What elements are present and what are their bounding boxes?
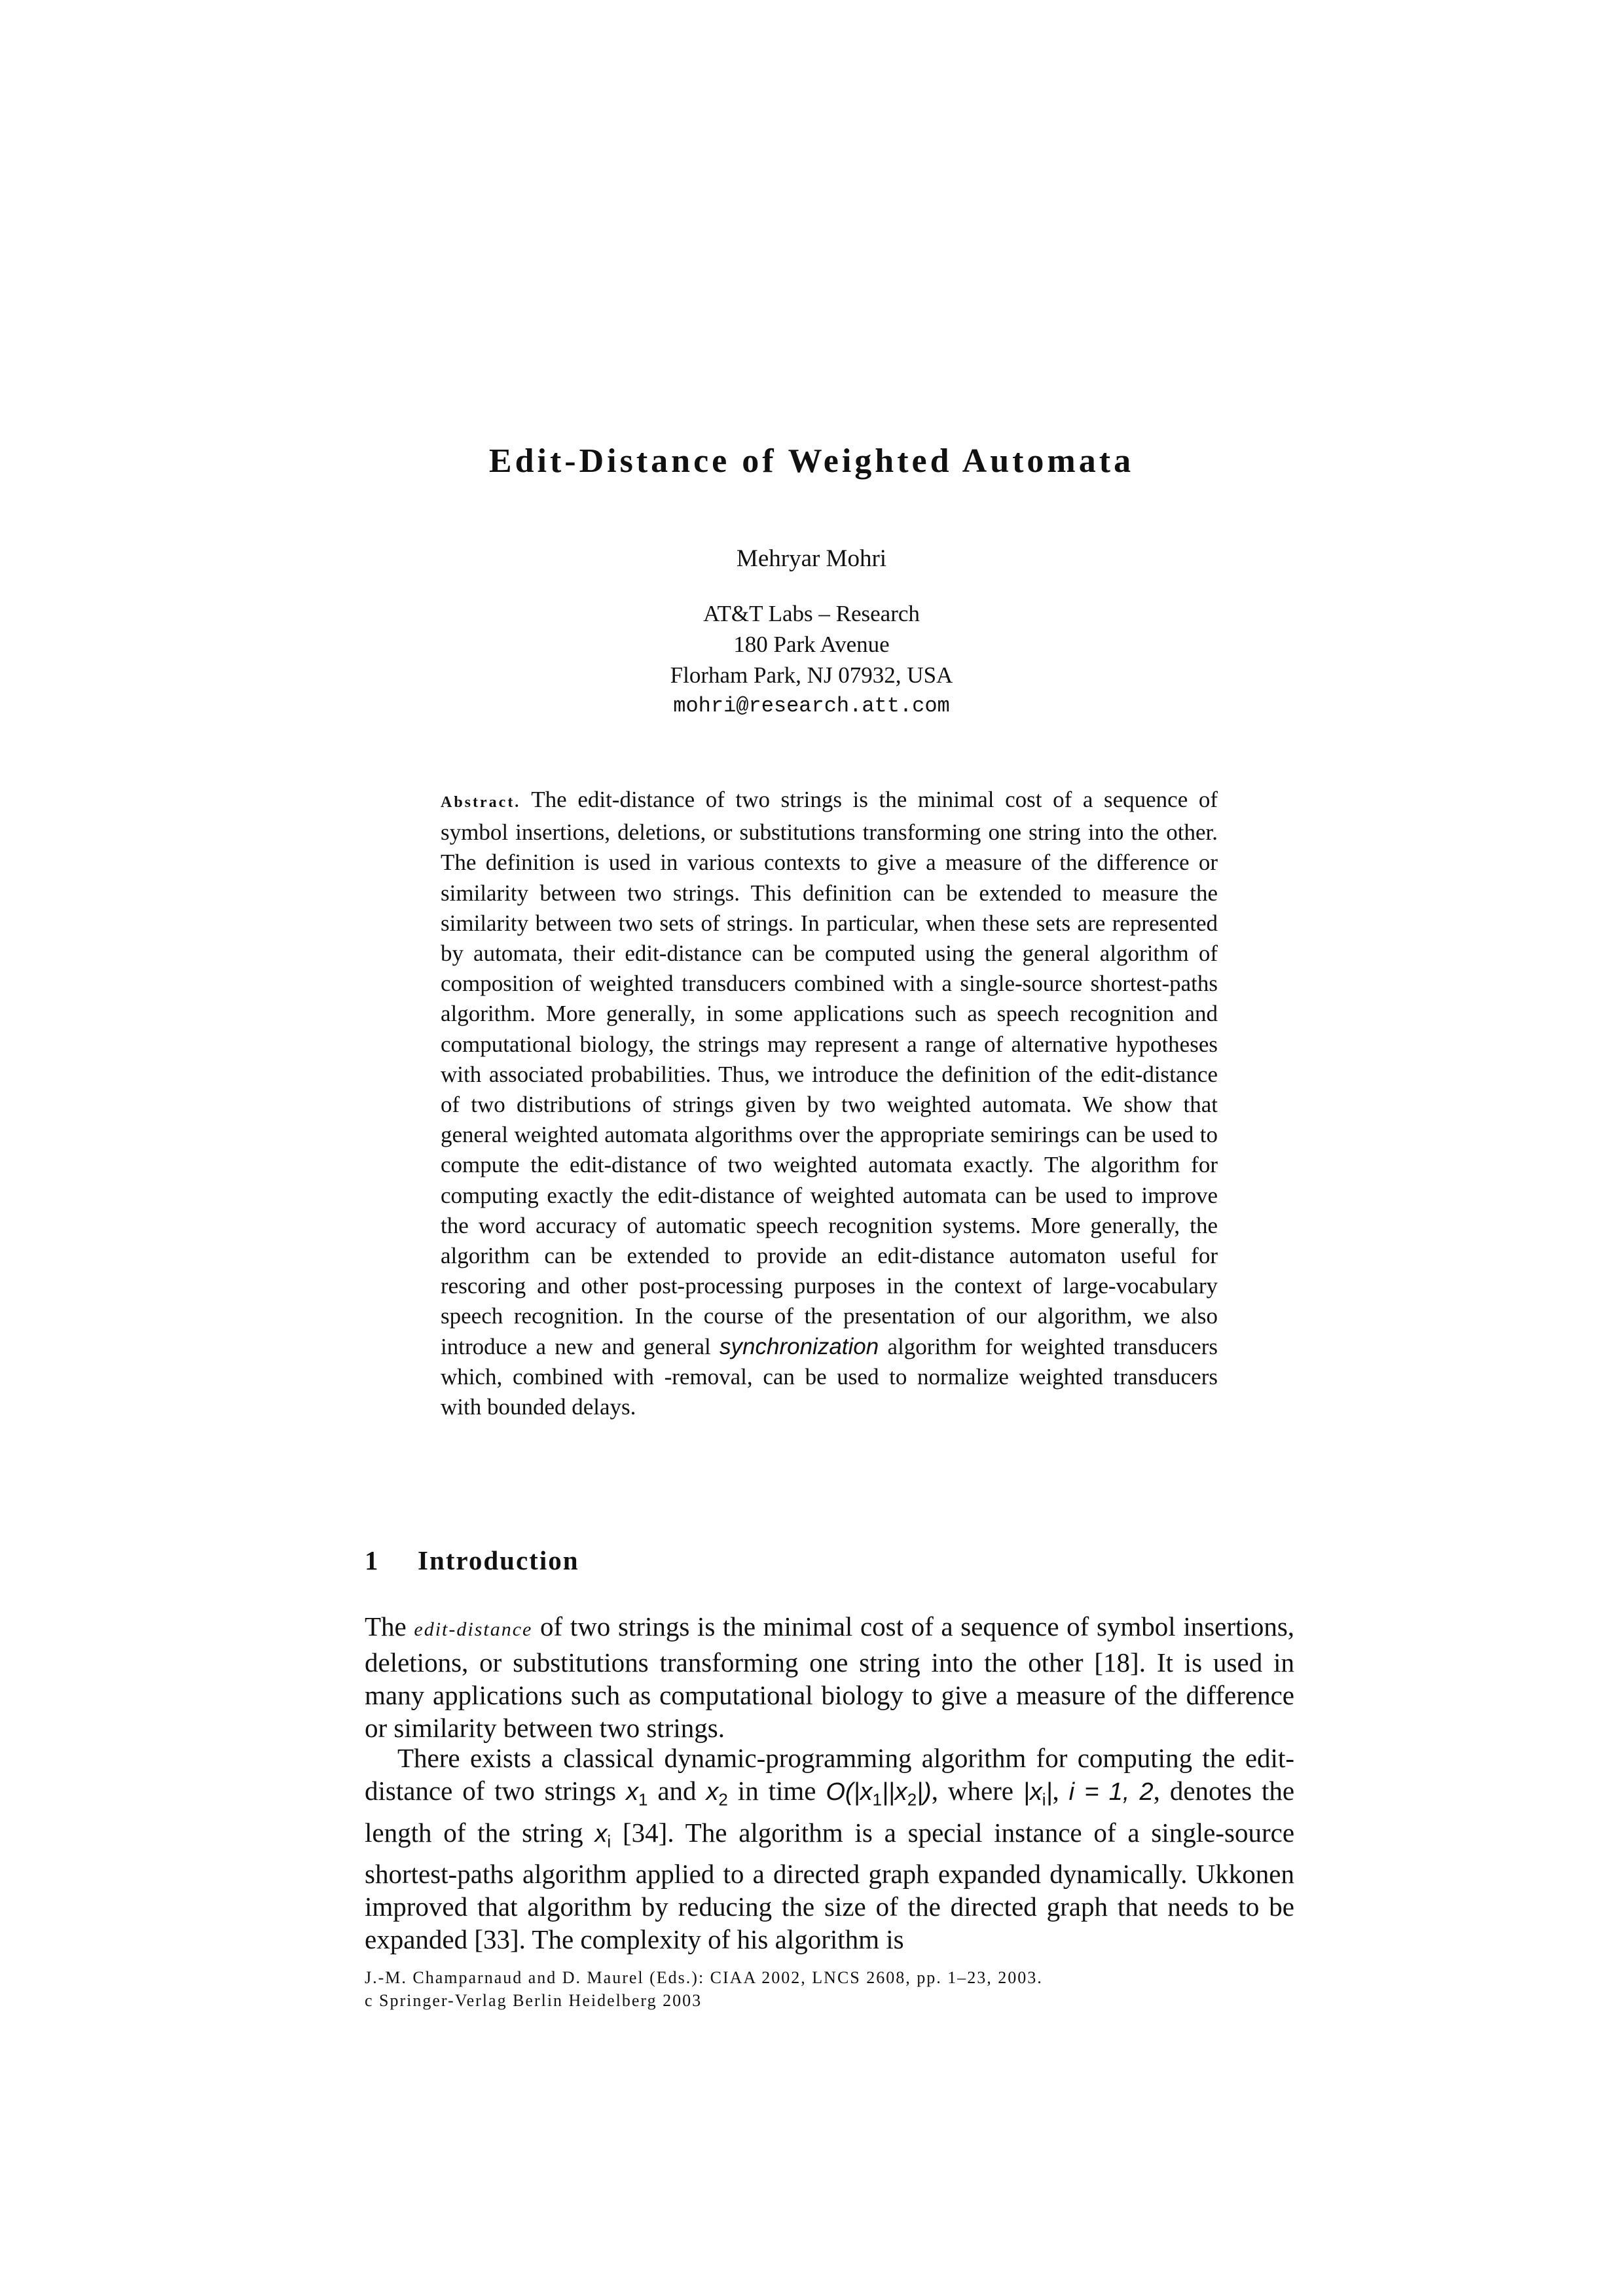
affiliation-street: 180 Park Avenue	[733, 632, 890, 657]
abstract-label: Abstract.	[441, 794, 521, 811]
p2-text-d: , where	[931, 1776, 1013, 1806]
math-part: |)	[917, 1778, 932, 1806]
abstract-text-b: algorithm for weighted transducers which, combined with -removal, can be used to normalize weighted transducers with bounded delays.	[441, 1333, 1218, 1420]
abstract-term: synchronization	[720, 1333, 879, 1359]
affiliation-lab: AT&T Labs – Research	[703, 601, 920, 626]
math-index: i = 1, 2	[1068, 1778, 1154, 1806]
math-complexity	[826, 1778, 932, 1810]
page-footer	[365, 1966, 1043, 2012]
math-var: x	[594, 1820, 608, 1848]
p2-text-f: , denotes the length of the string	[365, 1776, 1295, 1848]
section-title: Introduction	[418, 1545, 579, 1575]
p2-text-e: ,	[1052, 1776, 1059, 1806]
p2-text-a: There exists a classical dynamic-programming algorithm for computing the edit-distance of two strings	[365, 1743, 1294, 1806]
p2-text-c: in time	[737, 1776, 816, 1806]
math-part: ||x	[881, 1778, 907, 1806]
math-sub: 1	[638, 1789, 648, 1810]
math-sub: i	[1042, 1789, 1046, 1810]
math-sub: i	[607, 1831, 611, 1852]
abstract-text-a: The edit-distance of two strings is the minimal cost of a sequence of symbol insertions, deletions, or substitutions transforming one string into the other. The definition is used in various contexts to give a measure of the difference or similarity between two strings. This definition can be extended to measure the similarity between two sets of strings. In particular, when these sets are represented by automata, their edit-distance can be computed using the general algorithm of composition of weighted transducers combined with a single-source shortest-paths algorithm. More generally, in some applications such as speech recognition and computational biology, the strings may represent a range of alternative hypotheses with associated probabilities. Thus, we introduce the definition of the edit-distance of two distributions of strings given by two weighted automata. We show that general weighted automata algorithms over the appropriate semirings can be used to compute the edit-distance of two weighted automata exactly. The algorithm for computing exactly the edit-distance of weighted automata can be used to improve the word accuracy of automatic speech recognition systems. More generally, the algorithm can be extended to provide an edit-distance automaton useful for rescoring and other post-processing purposes in the context of large-vocabulary speech recognition. In the course of the presentation of our algorithm, we also introduce a new and general	[441, 787, 1218, 1359]
math-sub: 2	[907, 1789, 917, 1810]
author-email[interactable]: mohri@research.att.com	[673, 694, 950, 718]
p1-emphasis: edit-distance	[414, 1619, 533, 1640]
paper-title: Edit-Distance of Weighted Automata	[488, 442, 1135, 480]
math-sub: 2	[718, 1789, 728, 1810]
p1-text-a: The	[365, 1611, 407, 1641]
intro-paragraph-2	[365, 1742, 1294, 1956]
math-part: |	[1046, 1778, 1053, 1806]
math-xi	[594, 1820, 611, 1852]
math-abs-xi	[1023, 1778, 1053, 1810]
p2-text-g: [34]. The algorithm is a special instance of a single-source shortest-paths algorithm applied to a directed graph expanded dynamically. Ukkonen improved that algorithm by reducing the size of the directed graph that needs to be expanded [33]. The complexity of his algorithm is	[365, 1817, 1295, 1955]
math-x1	[625, 1778, 648, 1810]
math-x2	[706, 1778, 728, 1810]
math-sub: 1	[872, 1789, 882, 1810]
author-name: Mehryar Mohri	[736, 545, 887, 572]
math-part: O(|x	[826, 1778, 873, 1806]
p1-text-b: of two strings is the minimal cost of a sequence of symbol insertions, deletions, or substitutions transforming one string into the other [18]. It is used in many applications such as computational biology to give a measure of the difference or similarity between two strings.	[365, 1611, 1295, 1743]
intro-paragraph-1	[365, 1610, 1294, 1744]
affiliation-city: Florham Park, NJ 07932, USA	[670, 662, 953, 688]
section-number: 1	[365, 1545, 378, 1575]
footer-copyright: c Springer-Verlag Berlin Heidelberg 2003	[365, 1991, 702, 2010]
affiliation-block	[0, 598, 1623, 721]
math-var: x	[706, 1778, 719, 1806]
abstract	[441, 785, 1218, 1422]
math-part: |x	[1023, 1778, 1042, 1806]
footer-citation: J.-M. Champarnaud and D. Maurel (Eds.): CIAA 2002, LNCS 2608, pp. 1–23, 2003.	[365, 1968, 1043, 1987]
p2-text-b: and	[657, 1776, 697, 1806]
section-heading	[365, 1545, 579, 1576]
math-var: x	[625, 1778, 638, 1806]
